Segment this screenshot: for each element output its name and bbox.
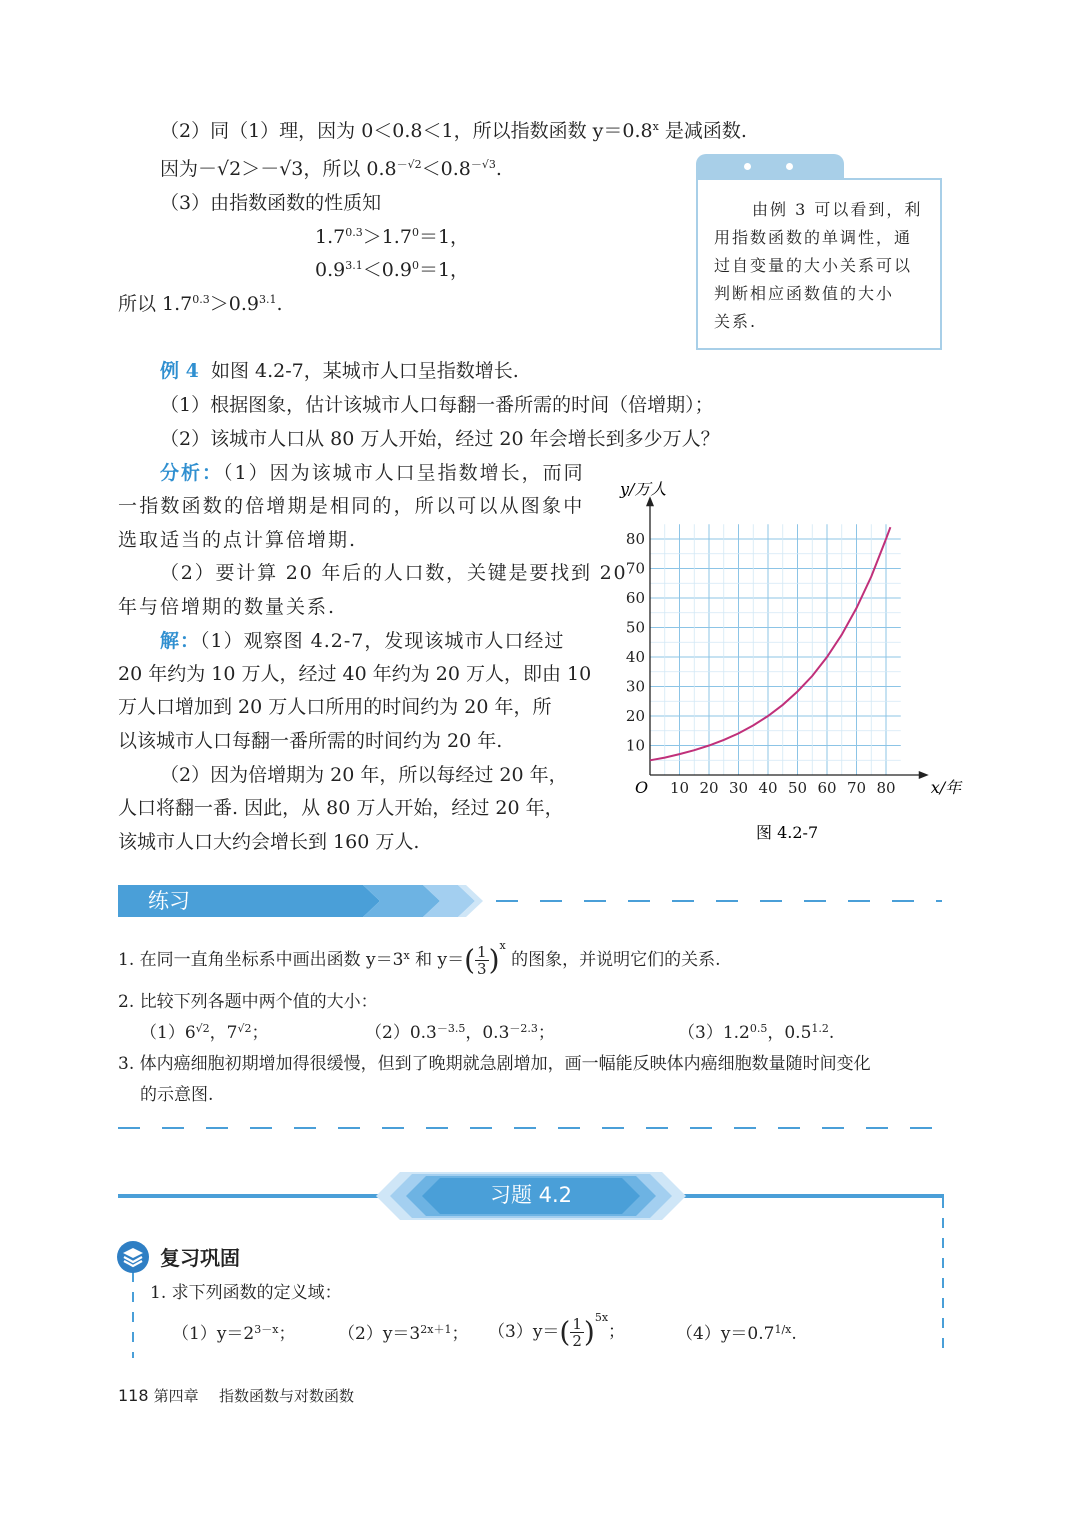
practice-q2-c: $(3)1.2^{0.5}$，$0.5^{1.2}$. — [678, 1022, 835, 1043]
chart-x-label: x/年 — [930, 778, 962, 797]
practice-title: 练习 — [148, 889, 190, 913]
x-tick-label: 70 — [846, 779, 867, 797]
analysis-line: 年与倍增期的数量关系. — [118, 596, 337, 618]
chapter-title: 指数函数与对数函数 — [219, 1387, 355, 1405]
example-label: 例 4 — [160, 360, 199, 382]
population-chart — [600, 479, 962, 850]
note-line: 过自变量的大小关系可以 — [714, 256, 913, 275]
exercises-title: 习题 4.2 — [489, 1183, 573, 1207]
practice-q2: 2. 比较下列各题中两个值的大小： — [118, 992, 378, 1012]
practice-bottom-dashline — [118, 1127, 944, 1129]
analysis-line: 一指数函数的倍增期是相同的，所以可以从图象中 — [118, 495, 585, 517]
practice-q2-b: $(2)0.3^{-3.5}$，$0.3^{-2.3}$； — [365, 1022, 555, 1043]
example4-q1: （1）根据图象，估计该城市人口每翻一番所需的时间（倍增期）； — [160, 394, 714, 416]
chart-y-label: y/万人 — [620, 479, 667, 499]
sol2-line2: 因为－√2＞－√3，所以 $0.8^{-√2}<0.8^{-√3}$. — [160, 158, 502, 180]
solution-line: 人口将翻一番. 因此，从 80 万人开始，经过 20 年， — [118, 797, 564, 819]
solution-line: 该城市人口大约会增长到 160 万人. — [118, 831, 420, 853]
page-footer — [118, 1385, 354, 1407]
note-dot-icon — [744, 163, 751, 170]
solution-line: 以该城市人口每翻一番所需的时间约为 20 年. — [118, 730, 503, 752]
x-tick-label: 60 — [817, 779, 837, 797]
chart-series-line — [650, 527, 890, 760]
analysis-line: 选取适当的点计算倍增期. — [118, 529, 358, 551]
practice-q3-line1: 3. 体内癌细胞初期增加得很缓慢，但到了晚期就急剧增加，画一幅能反映体内癌细胞数量随时间变化 — [118, 1054, 871, 1074]
y-tick-label: 20 — [625, 707, 645, 725]
solution-line: 万人口增加到 20 万人口所用的时间约为 20 年，所 — [118, 696, 552, 718]
sol3-line1: （3）由指数函数的性质知 — [160, 192, 382, 214]
note-tab — [696, 154, 844, 180]
solution-label: 解： — [160, 630, 201, 652]
x-axis-arrow — [919, 771, 929, 779]
x-tick-label: 10 — [669, 779, 690, 797]
exercise-q1-a: $(1)y=2^{3-x}$； — [172, 1323, 296, 1344]
x-tick-label: 20 — [699, 779, 719, 797]
exercise-q1-c: （3）y＝( $\frac{1}{2}$ )$^{5x}$； — [488, 1311, 626, 1350]
y-tick-label: 30 — [625, 677, 645, 696]
note-dot-icon — [786, 163, 793, 170]
page-number: 118 — [118, 1386, 149, 1405]
y-tick-label: 70 — [625, 559, 645, 578]
section-title: 复习巩固 — [160, 1246, 240, 1270]
sol2-line1: （2）同（1）理，因为 0＜0.8＜1，所以指数函数 $y=0.8^x$ 是减函数. — [160, 120, 747, 142]
y-tick-label: 40 — [625, 648, 645, 666]
analysis-label: 分析： — [160, 462, 224, 484]
analysis-line: 分析：（1）因为该城市人口呈指数增长，而同 — [160, 462, 585, 484]
exercises-left-dashline — [132, 1272, 134, 1358]
exercise-q1-b: $(2)y=3^{2x+1}$； — [338, 1323, 469, 1344]
x-tick-label: 40 — [758, 779, 778, 797]
solution-line: 解：（1）观察图 4.2-7，发现该城市人口经过 — [160, 630, 565, 652]
example4-intro: 例 4 如图 4.2-7，某城市人口呈指数增长. — [160, 360, 519, 382]
solution-line: （2）因为倍增期为 20 年，所以每经过 20 年， — [160, 764, 568, 786]
side-note — [696, 178, 942, 350]
y-tick-label: 60 — [625, 589, 645, 607]
chart-origin-label: O — [635, 778, 649, 797]
y-tick-label: 80 — [625, 530, 645, 548]
x-tick-label: 80 — [876, 779, 896, 797]
chart-grid — [650, 524, 901, 775]
y-tick-label: 50 — [625, 618, 645, 637]
x-tick-label: 50 — [787, 779, 808, 797]
layers-icon — [116, 1240, 150, 1274]
chapter-label: 第四章 — [153, 1387, 199, 1405]
sol3-conclusion: 所以 $1.7^{0.3}>0.9^{3.1}$. — [118, 293, 283, 315]
note-line: 判断相应函数值的大小 — [714, 284, 895, 303]
exercise-q1-d: $(4)y=0.7^{1/x}$. — [676, 1323, 797, 1344]
solution-line: 20 年约为 10 万人，经过 40 年约为 20 万人，即由 10 — [118, 663, 592, 685]
y-tick-label: 10 — [625, 736, 645, 755]
exercises-right-dashline — [942, 1198, 944, 1358]
analysis-line: （2）要计算 20 年后的人口数，关键是要找到 20 — [160, 562, 628, 584]
note-line: 关系. — [714, 312, 758, 331]
note-line: 用指数函数的单调性，通 — [714, 228, 913, 247]
note-line: 由例 3 可以看到，利 — [752, 200, 923, 219]
practice-q3-line2: 的示意图. — [140, 1085, 214, 1105]
practice-top-dashline — [496, 900, 942, 902]
practice-q1: 1. 在同一直角坐标系中画出函数 $y=3^x$ 和 y＝( $\frac{1}{3}$ )$^x$ 的图象，并说明它们的关系. — [118, 939, 721, 978]
sol3-eq1: $1.7^{0.3}>1.7^0=1$， — [315, 226, 470, 248]
chart-caption: 图 4.2-7 — [756, 823, 819, 842]
sol3-eq2: $0.9^{3.1}<0.9^0=1$， — [315, 259, 470, 281]
exercise-q1: 1. 求下列函数的定义域： — [150, 1283, 342, 1303]
example4-q2: （2）该城市人口从 80 万人开始，经过 20 年会增长到多少万人？ — [160, 428, 720, 450]
practice-q2-a: $(1)6^{√2}$，$7^{√2}$； — [140, 1022, 269, 1043]
x-tick-label: 30 — [728, 779, 749, 797]
